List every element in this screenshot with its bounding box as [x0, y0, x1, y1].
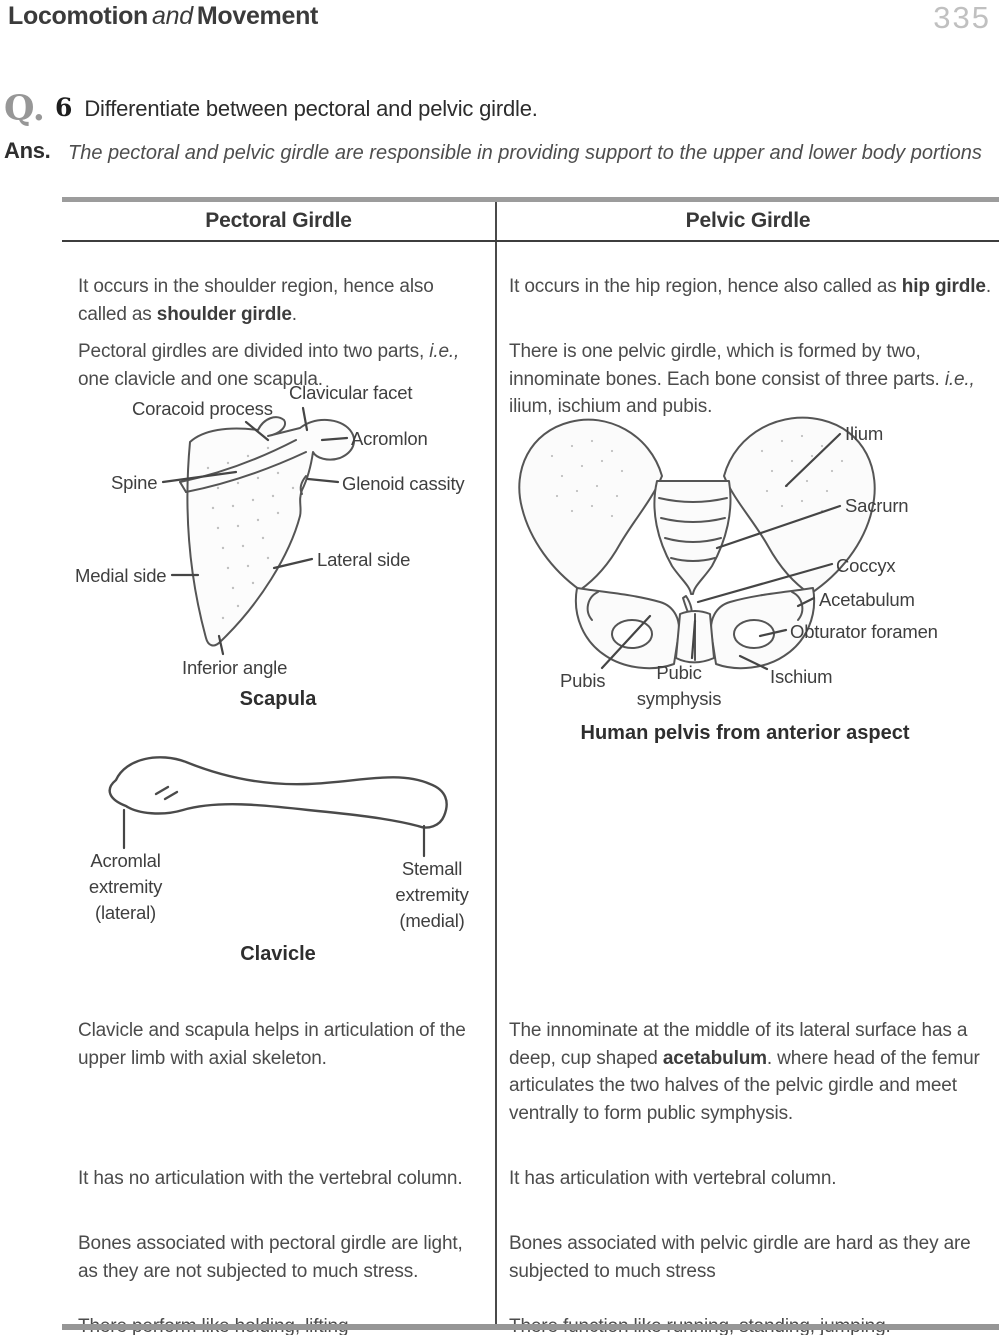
pelvis-label-acetabulum: Acetabulum [819, 589, 915, 610]
pectoral-row1-bold: shoulder girdle [156, 303, 292, 325]
chapter-title-part1: Locomotion [8, 2, 149, 30]
table-bottom-border [62, 1324, 999, 1330]
clavicle-figure [68, 742, 488, 982]
clavicle-label-acromial-extremity: Acromlal extremity (lateral) [88, 850, 163, 923]
scapula-label-clavicular-facet: Clavicular facet [289, 382, 413, 403]
header-pelvic-girdle: Pelvic Girdle [685, 209, 811, 232]
pelvis-label-coccyx: Coccyx [836, 555, 896, 576]
pectoral-row3: Clavicle and scapula helps in articulation of the upper limb with axial skeleton. [78, 1020, 466, 1069]
pectoral-row2-ie: i.e., [429, 341, 460, 362]
clavicle-label-sternal-extremity: Stemall extremity (medial) [395, 858, 469, 931]
table-header-row [62, 202, 999, 242]
pelvis-label-pubic-symphysis: Pubic symphysis [636, 662, 722, 709]
answer-text: The pectoral and pelvic girdle are responsible in providing support to the upper and lower body portions [68, 142, 982, 164]
chapter-title [8, 2, 318, 31]
scapula-label-medial-side: Medial side [75, 565, 167, 586]
pelvis-label-pubis: Pubis [560, 670, 606, 691]
pelvic-row2-end: ilium, ischium and pubis. [509, 396, 713, 417]
pelvic-row4: It has articulation with vertebral column. [509, 1168, 837, 1189]
scapula-label-coracoid-process: Coracoid process [132, 398, 273, 419]
pelvis-drawing [502, 406, 988, 758]
pectoral-row1 [78, 273, 476, 328]
pelvis-figure [502, 406, 988, 758]
pelvic-row1 [509, 273, 995, 301]
question-row [4, 88, 538, 129]
comparison-table [62, 197, 999, 1330]
pelvic-row1-bold: hip girdle [901, 276, 986, 297]
pelvic-row3 [509, 1017, 995, 1127]
pectoral-row2-end: one clavicle and one scapula. [78, 368, 323, 390]
chapter-title-part2: and [152, 2, 193, 30]
pelvis-label-sacrum: Sacrurn [845, 495, 909, 516]
table-body [62, 244, 999, 1324]
scapula-caption: Scapula [239, 688, 317, 710]
page-number: 335 [933, 0, 991, 35]
pectoral-row4: It has no articulation with the vertebral column. [78, 1168, 463, 1189]
pectoral-row2-text: Pectoral girdles are divided into two parts, [78, 341, 430, 362]
pelvic-row3-text: The innominate at the middle of its lateral surface has a deep, cup shaped [509, 1020, 968, 1069]
scapula-label-lateral-side: Lateral side [317, 549, 411, 570]
pectoral-row1-text: It occurs in the shoulder region, hence also called as [78, 276, 434, 325]
question-text: Differentiate between pectoral and pelvic girdle. [84, 96, 538, 121]
scapula-label-acromlon: Acromlon [351, 428, 428, 449]
pectoral-row5: Bones associated with pectoral girdle are light, as they are not subjected to much stress. [78, 1233, 463, 1282]
pelvis-caption: Human pelvis from anterior aspect [580, 722, 910, 744]
pelvis-label-ischium: Ischium [770, 666, 833, 687]
scapula-figure [68, 378, 488, 714]
pelvic-row2-text: There is one pelvic girdle, which is formed by two, innominate bones. Each bone consist of three parts. [509, 341, 945, 390]
pelvic-row3-end: . where head of the femur articulates the two halves of the pelvic girdle and meet ventrally to form public symphysis. [509, 1047, 980, 1124]
question-number: 6 [54, 93, 73, 122]
pectoral-row1-end: . [291, 303, 297, 325]
question-letter: Q. [4, 88, 45, 129]
pelvic-row1-end: . [985, 276, 991, 297]
scapula-label-spine: Spine [111, 472, 158, 493]
pelvis-label-obturator-foramen: Obturator foramen [790, 621, 938, 642]
scapula-label-glenoid-cassity: Glenoid cassity [342, 473, 465, 494]
header-pectoral-girdle: Pectoral Girdle [205, 209, 352, 232]
pelvic-row1-text: It occurs in the hip region, hence also called as [509, 276, 902, 297]
pelvis-label-ilium: Ilium [845, 423, 884, 444]
clavicle-caption: Clavicle [240, 943, 316, 965]
pelvic-row2-ie: i.e., [944, 368, 975, 390]
chapter-title-part3: Movement [196, 2, 319, 30]
answer-label: Ans. [4, 138, 51, 163]
scapula-label-inferior-angle: Inferior angle [182, 657, 288, 678]
pelvic-row5: Bones associated with pelvic girdle are hard as they are subjected to much stress [509, 1233, 971, 1282]
pelvic-row3-bold: acetabulum [662, 1047, 767, 1069]
